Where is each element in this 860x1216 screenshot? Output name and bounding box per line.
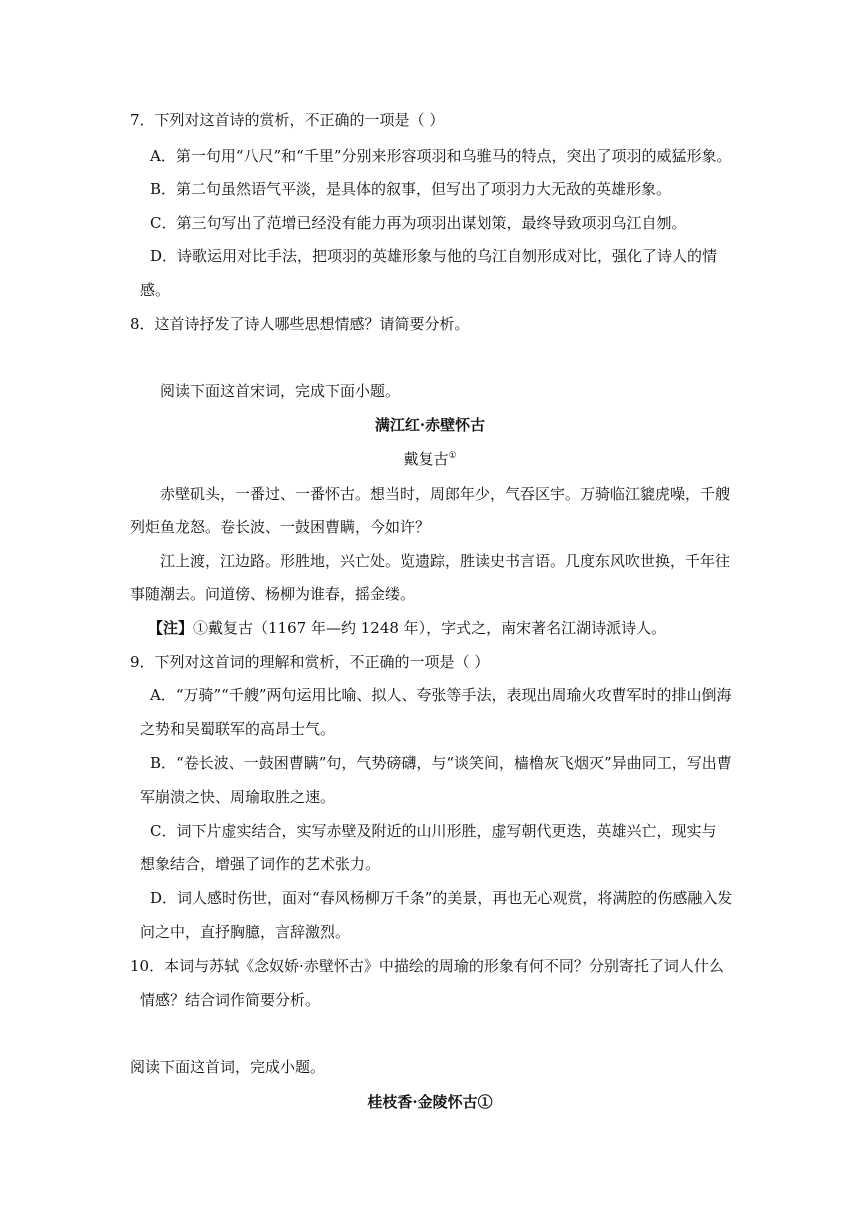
question-10-stem-continued: 情感？结合词作简要分析。 (140, 991, 321, 1009)
question-9-stem: 9．下列对这首词的理解和赏析，不正确的一项是（ ） (130, 653, 490, 671)
question-7-option-c: C．第三句写出了范增已经没有能力再为项羽出谋划策，最终导致项羽乌江自刎。 (150, 214, 687, 232)
question-9-option-d-continued: 问之中，直抒胸臆，言辞激烈。 (140, 923, 351, 941)
note-text: ①戴复古（1167 年—约 1248 年），字式之，南宋著名江湖诗派诗人。 (193, 619, 667, 637)
poem-author-name: 戴复古 (403, 450, 449, 468)
question-7-option-d-continued: 感。 (140, 281, 171, 299)
poem-note (148, 617, 666, 639)
question-9-option-c-continued: 想象结合，增强了词作的艺术张力。 (140, 855, 381, 873)
poem-line-3: 江上渡，江边路。形胜地，兴亡处。览遗踪，胜读史书言语。几度东风吹世换，千年往 (160, 552, 731, 570)
question-9-option-a-continued: 之势和吴蜀联军的高昂士气。 (140, 720, 336, 738)
question-9-option-a: A．“万骑”“千艘”两句运用比喻、拟人、夸张等手法，表现出周瑜火攻曹军时的排山倒海 (150, 686, 732, 704)
poem-line-1: 赤壁矶头，一番过、一番怀古。想当时，周郎年少，气吞区宇。万骑临江貔虎噪，千艘 (160, 485, 731, 503)
poem-title: 满江红·赤壁怀古 (374, 416, 486, 434)
poem-line-4: 事随潮去。问道傍、杨柳为谁春，摇金缕。 (130, 585, 416, 603)
poem-author (0, 448, 860, 470)
question-9-option-d: D．词人感时伤世，面对“春风杨柳万千条”的美景，再也无心观赏，将满腔的伤感融入发 (150, 889, 733, 907)
poem-line-2: 列炬鱼龙怒。卷长波、一鼓困曹瞒，今如许？ (130, 518, 431, 536)
question-7-stem: 7．下列对这首诗的赏析，不正确的一项是（ ） (130, 111, 445, 129)
section-2-intro: 阅读下面这首宋词，完成下面小题。 (160, 382, 401, 400)
question-7-option-d: D．诗歌运用对比手法，把项羽的英雄形象与他的乌江自刎形成对比，强化了诗人的情 (150, 247, 718, 265)
note-label: 【注】 (148, 619, 194, 637)
question-9-option-c: C．词下片虚实结合，实写赤壁及附近的山川形胜，虚写朝代更迭，英雄兴亡，现实与 (150, 822, 717, 840)
question-9-option-b: B．“卷长波、一鼓困曹瞒”句，气势磅礴，与“谈笑间，樯橹灰飞烟灭”异曲同工，写出曹 (150, 754, 732, 772)
question-8-stem: 8．这首诗抒发了诗人哪些思想情感？请简要分析。 (130, 315, 470, 333)
question-9-option-b-continued: 军崩溃之快、周瑜取胜之速。 (140, 788, 336, 806)
author-footnote-mark: ① (448, 451, 457, 461)
question-7-option-b: B．第二句虽然语气平淡，是具体的叙事，但写出了项羽力大无敌的英雄形象。 (150, 180, 672, 198)
question-7-option-a: A．第一句用“八尺”和“千里”分别来形容项羽和乌骓马的特点，突出了项羽的威猛形象。 (150, 147, 732, 165)
section-3-intro: 阅读下面这首词，完成小题。 (130, 1058, 326, 1076)
question-10-stem: 10．本词与苏轼《念奴娇·赤壁怀古》中描绘的周瑜的形象有何不同？分别寄托了词人什么 (130, 957, 724, 975)
section-3-poem-title: 桂枝香·金陵怀古① (367, 1093, 493, 1111)
